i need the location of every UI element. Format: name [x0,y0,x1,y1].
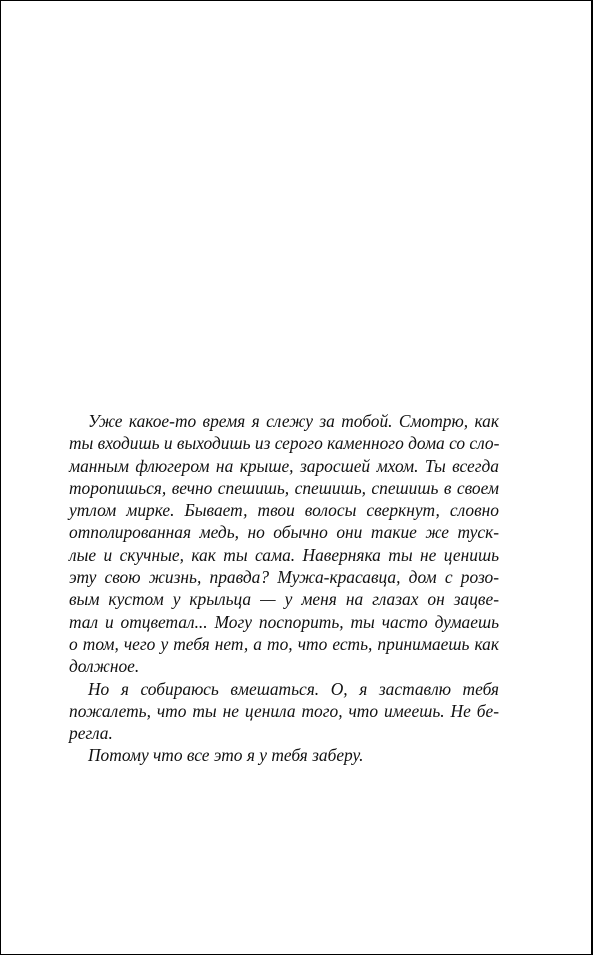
text-line: торопишься, вечно спешишь, спешишь, спешишь в своем [69,477,499,498]
paragraph-2 [69,678,499,745]
text-line: лые и скучные, как ты сама. Наверняка ты не ценишь [69,544,499,565]
text-line: эту свою жизнь, правда? Мужа-красавца, дом с розо- [69,567,499,588]
text-line: пожалеть, что ты не ценила того, что имеешь. Не бе- [69,700,499,721]
text-line: манным флюгером на крыше, заросшей мхом. Ты всегда [69,455,499,476]
text-line: Но я собираюсь вмешаться. О, я заставлю тебя [88,678,499,699]
text-line: вым кустом у крыльца — у меня на глазах он зацве- [69,589,499,610]
text-line: о том, чего у тебя нет, а то, что есть, принимаешь как [69,633,499,654]
text-line: должное. [69,656,140,677]
text-line: утлом мирке. Бывает, твои волосы сверкнут, словно [69,500,499,521]
text-line: регла. [69,723,113,744]
text-line: тал и отцветал... Могу поспорить, ты часто думаешь [69,611,499,632]
text-line: Уже какое-то время я слежу за тобой. Смотрю, как [88,411,499,431]
text-line: Потому что все это я у тебя заберу. [88,745,364,766]
page-text [69,410,499,767]
text-line: ты входишь и выходишь из серого каменного дома со сло- [69,433,500,454]
paragraph-1 [69,410,499,678]
text-line: отполированная медь, но обычно они такие же туск- [69,522,499,543]
paragraph-3 [69,744,499,766]
